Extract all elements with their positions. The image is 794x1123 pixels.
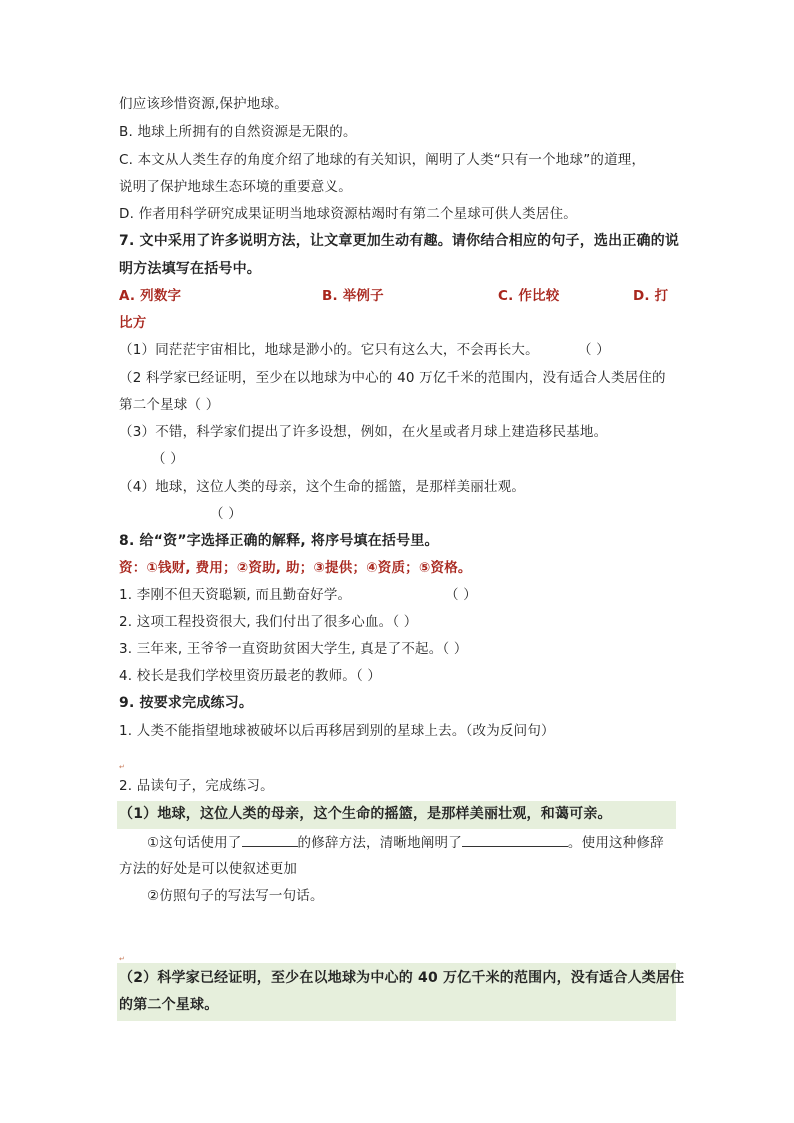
sentence-3: （3）不错，科学家们提出了许多设想，例如，在火星或者月球上建造移民基地。	[119, 424, 608, 440]
answer-paren-4[interactable]: （ ）	[210, 506, 242, 522]
method-option-c: C. 作比较	[498, 288, 560, 304]
rhetoric-blank[interactable]	[242, 832, 298, 847]
question-7-title: 7. 文中采用了许多说明方法，让文章更加生动有趣。请你结合相应的句子，选出正确的说	[119, 233, 680, 249]
fill-in-line	[147, 832, 664, 853]
sentence-4: （4）地球，这位人类的母亲，这个生命的摇篮，是那样美丽壮观。	[119, 479, 526, 495]
q8-item-2: 2. 这项工程投资很大, 我们付出了很多心血。（ ）	[119, 614, 418, 630]
answer-paren-3[interactable]: （ ）	[152, 451, 184, 467]
definition-list: 资：①钱财, 费用；②资助, 助；③提供；④资质；⑤资格。	[119, 560, 472, 576]
answer-paren-1[interactable]: （ ）	[578, 342, 610, 358]
method-option-d: D. 打	[633, 288, 669, 304]
text-line: 们应该珍惜资源,保护地球。	[119, 96, 288, 112]
method-option-a: A. 列数字	[119, 288, 182, 304]
question-9-title: 9. 按要求完成练习。	[119, 695, 254, 711]
method-option-b: B. 举例子	[322, 288, 384, 304]
sentence-2-continued[interactable]: 第二个星球（ ）	[119, 397, 220, 413]
highlighted-sentence-2: （2）科学家已经证明，至少在以地球为中心的 40 万亿千米的范围内，没有适合人类居住	[119, 970, 685, 986]
q8-item-3: 3. 三年来, 王爷爷一直资助贫困大学生, 真是了不起。（ ）	[119, 641, 468, 657]
question-8-title: 8. 给“资”字选择正确的解释, 将序号填在括号里。	[119, 533, 439, 549]
sentence-1: （1）同茫茫宇宙相比，地球是渺小的。它只有这么大，不会再长大。	[119, 342, 539, 358]
q9-item-1: 1. 人类不能指望地球被破坏以后再移居到别的星球上去。（改为反问句）	[119, 723, 555, 739]
option-c: C. 本文从人类生存的角度介绍了地球的有关知识，阐明了人类“只有一个地球”的道理，	[119, 152, 646, 168]
option-d: D. 作者用科学研究成果证明当地球资源枯竭时有第二个星球可供人类居住。	[119, 206, 577, 222]
q8-item-1: 1. 李刚不但天资聪颖, 而且勤奋好学。	[119, 587, 352, 603]
method-option-d-continued: 比方	[119, 315, 147, 331]
fill-text-b: 的修辞方法，清晰地阐明了	[297, 835, 462, 851]
return-mark: ↵	[119, 763, 125, 771]
sentence-2: （2 科学家已经证明，至少在以地球为中心的 40 万亿千米的范围内，没有适合人类居住的	[119, 370, 666, 386]
fill-text-a: ①这句话使用了	[147, 835, 242, 851]
q9-item-2: 2. 品读句子，完成练习。	[119, 778, 274, 794]
question-7-title-continued: 明方法填写在括号中。	[119, 261, 261, 277]
q8-item-4: 4. 校长是我们学校里资历最老的教师。（ ）	[119, 668, 382, 684]
q8-answer-paren-1[interactable]: （ ）	[445, 587, 477, 603]
fill-in-line-continued: 方法的好处是可以使叙述更加	[119, 861, 298, 877]
highlighted-sentence-2-continued: 的第二个星球。	[119, 997, 219, 1013]
fill-text-c: 。使用这种修辞	[567, 835, 664, 851]
highlighted-sentence-1: （1）地球，这位人类的母亲，这个生命的摇篮，是那样美丽壮观，和蔼可亲。	[119, 806, 612, 822]
option-c-continued: 说明了保护地球生态环境的重要意义。	[119, 179, 352, 195]
meaning-blank[interactable]	[462, 832, 568, 847]
imitation-instruction: ②仿照句子的写法写一句话。	[147, 888, 324, 904]
option-b: B. 地球上所拥有的自然资源是无限的。	[119, 124, 357, 140]
return-mark: ↵	[119, 955, 125, 963]
